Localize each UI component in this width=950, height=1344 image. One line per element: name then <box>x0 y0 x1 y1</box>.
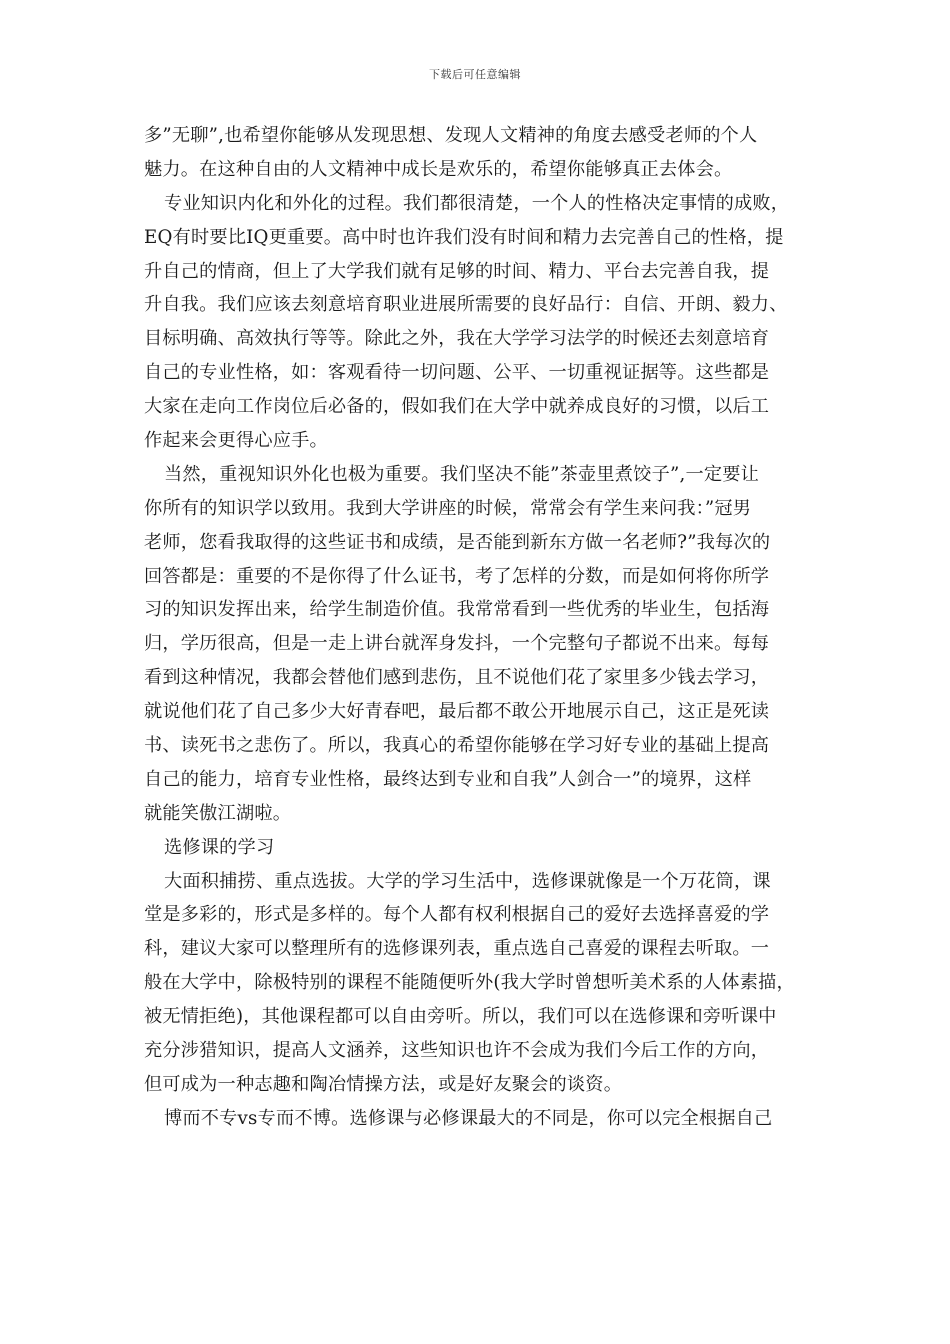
text-line: 自己的能力，培育专业性格，最终达到专业和自我”人剑合一”的境界，这样 <box>144 768 752 790</box>
text-line: 目标明确、高效执行等等。除此之外，我在大学学习法学的时候还去刻意培育 <box>144 328 770 350</box>
text-line: 就说他们花了自己多少大好青春吧，最后都不敢公开地展示自己，这正是死读 <box>144 701 770 723</box>
text-line: 书、读死书之悲伤了。所以，我真心的希望你能够在学习好专业的基础上提高 <box>144 735 770 757</box>
text-line: 看到这种情况，我都会替他们感到悲伤，且不说他们花了家里多少钱去学习， <box>144 667 770 689</box>
text-line: 习的知识发挥出来，给学生制造价值。我常常看到一些优秀的毕业生，包括海 <box>144 599 770 621</box>
text-line: 科，建议大家可以整理所有的选修课列表，重点选自己喜爱的课程去听取。一 <box>144 938 770 960</box>
text-line: 专业知识内化和外化的过程。我们都很清楚，一个人的性格决定事情的成败， <box>164 192 790 214</box>
text-line: 大面积捕捞、重点选拔。大学的学习生活中，选修课就像是一个万花筒，课 <box>164 870 771 892</box>
text-line: 自己的专业性格，如：客观看待一切问题、公平、一切重视证据等。这些都是 <box>144 362 770 384</box>
text-line: 升自己的情商，但上了大学我们就有足够的时间、精力、平台去完善自我，提 <box>144 260 770 282</box>
text-line: 被无情拒绝)，其他课程都可以自由旁听。所以，我们可以在选修课和旁听课中 <box>144 1006 777 1028</box>
text-line: 充分涉猎知识，提高人文涵养，这些知识也许不会成为我们今后工作的方向， <box>144 1040 770 1062</box>
text-line: 归，学历很高，但是一走上讲台就浑身发抖，一个完整句子都说不出来。每每 <box>144 633 770 655</box>
text-line: 就能笑傲江湖啦。 <box>144 802 292 824</box>
text-line: 但可成为一种志趣和陶冶情操方法，或是好友聚会的谈资。 <box>144 1073 623 1095</box>
text-line: 多”无聊”,也希望你能够从发现思想、发现人文精神的角度去感受老师的个人 <box>144 125 758 146</box>
text-line: 回答都是：重要的不是你得了什么证书，考了怎样的分数，而是如何将你所学 <box>144 565 770 587</box>
text-line: 般在大学中，除极特别的课程不能随便听外(我大学时曾想听美术系的人体素描， <box>144 972 795 994</box>
text-line: 博而不专vs专而不博。选修课与必修课最大的不同是，你可以完全根据自己 <box>164 1107 773 1129</box>
text-line: EQ有时要比IQ更重要。高中时也许我们没有时间和精力去完善自己的性格，提 <box>144 226 784 248</box>
text-line: 作起来会更得心应手。 <box>144 430 328 452</box>
text-line: 选修课的学习 <box>164 836 275 858</box>
text-line: 升自我。我们应该去刻意培育职业进展所需要的良好品行：自信、开朗、毅力、 <box>144 294 788 316</box>
document-body <box>144 119 806 1136</box>
text-line: 当然，重视知识外化也极为重要。我们坚决不能”茶壶里煮饺子”,一定要让 <box>164 463 759 485</box>
text-line: 魅力。在这种自由的人文精神中成长是欢乐的，希望你能够真正去体会。 <box>144 158 733 180</box>
text-line: 大家在走向工作岗位后必备的，假如我们在大学中就养成良好的习惯，以后工 <box>144 396 770 418</box>
text-line: 老师，您看我取得的这些证书和成绩，是否能到新东方做一名老师?”我每次的 <box>144 531 771 553</box>
page-header: 下载后可任意编辑 <box>429 68 521 81</box>
text-line: 你所有的知识学以致用。我到大学讲座的时候，常常会有学生来问我：”冠男 <box>144 497 752 519</box>
text-line: 堂是多彩的，形式是多样的。每个人都有权利根据自己的爱好去选择喜爱的学 <box>144 904 770 926</box>
